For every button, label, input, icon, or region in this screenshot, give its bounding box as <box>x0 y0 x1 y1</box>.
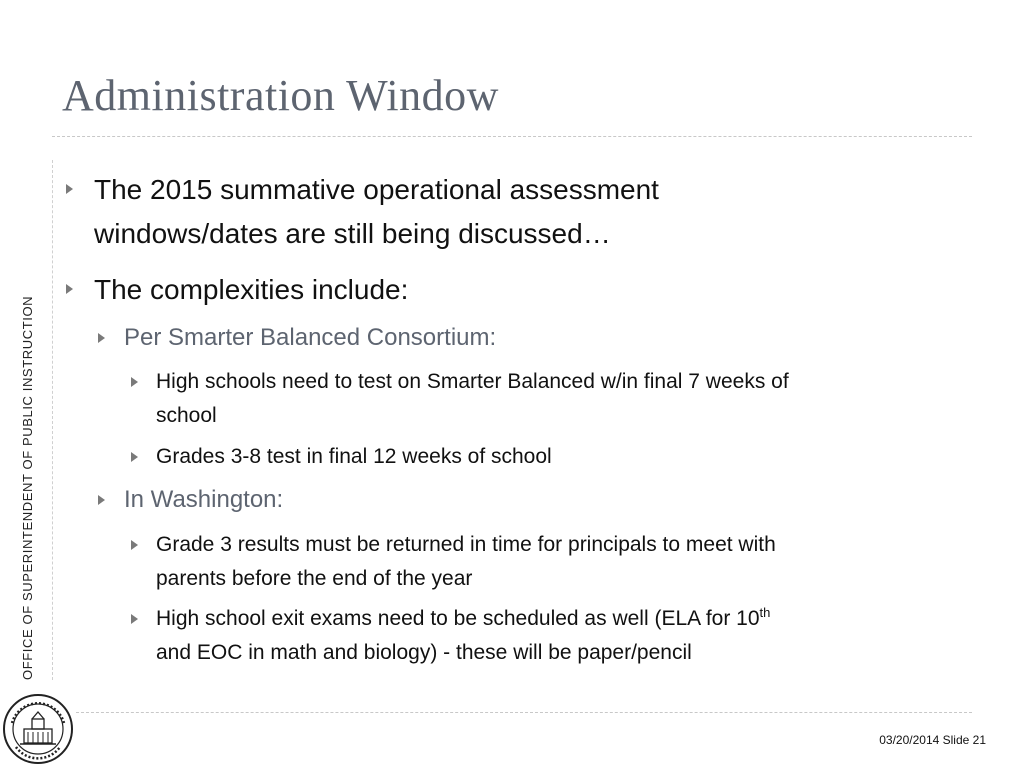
sub-sub-bullet-text-line: High schools need to test on Smarter Balanced w/in final 7 weeks of <box>156 370 789 393</box>
sub-sub-bullet-item <box>156 528 776 596</box>
text-run: High school exit exams need to be scheduled as well (ELA for 10 <box>156 607 760 630</box>
sub-sub-bullet-item <box>156 602 770 670</box>
sub-bullet-text: Per Smarter Balanced Consortium: <box>124 324 497 351</box>
sub-bullet-item <box>124 483 283 517</box>
sub-sub-bullet-text-line: and EOC in math and biology) - these will be paper/pencil <box>156 641 692 664</box>
slide-footer: 03/20/2014 Slide 21 <box>879 733 986 747</box>
triangle-right-icon <box>131 377 138 387</box>
triangle-right-icon <box>131 540 138 550</box>
sub-sub-bullet-text-line: school <box>156 404 217 427</box>
bullet-text-line: windows/dates are still being discussed… <box>94 218 611 249</box>
page-title: Administration Window <box>62 71 499 120</box>
sub-sub-bullet-item <box>156 440 552 474</box>
bullet-item <box>94 268 408 312</box>
triangle-right-icon <box>66 184 73 194</box>
bullet-text-line: The 2015 summative operational assessment <box>94 174 659 205</box>
side-label: OFFICE OF SUPERINTENDENT OF PUBLIC INSTRUCTION <box>20 295 35 680</box>
bullet-text-line: The complexities include: <box>94 274 409 305</box>
sub-sub-bullet-text-line: parents before the end of the year <box>156 567 473 590</box>
sub-sub-bullet-text-line <box>156 602 770 636</box>
superscript-th: th <box>759 605 771 620</box>
sub-bullet-item <box>124 321 496 355</box>
triangle-right-icon <box>98 495 105 505</box>
sub-sub-bullet-item <box>156 365 789 433</box>
bullet-item <box>94 168 659 256</box>
triangle-right-icon <box>131 614 138 624</box>
triangle-right-icon <box>131 452 138 462</box>
sub-sub-bullet-text-line: Grades 3-8 test in final 12 weeks of school <box>156 445 552 468</box>
sub-bullet-text: In Washington: <box>124 486 284 513</box>
triangle-right-icon <box>66 284 73 294</box>
sub-sub-bullet-text-line: Grade 3 results must be returned in time for principals to meet with <box>156 533 776 556</box>
triangle-right-icon <box>98 333 105 343</box>
